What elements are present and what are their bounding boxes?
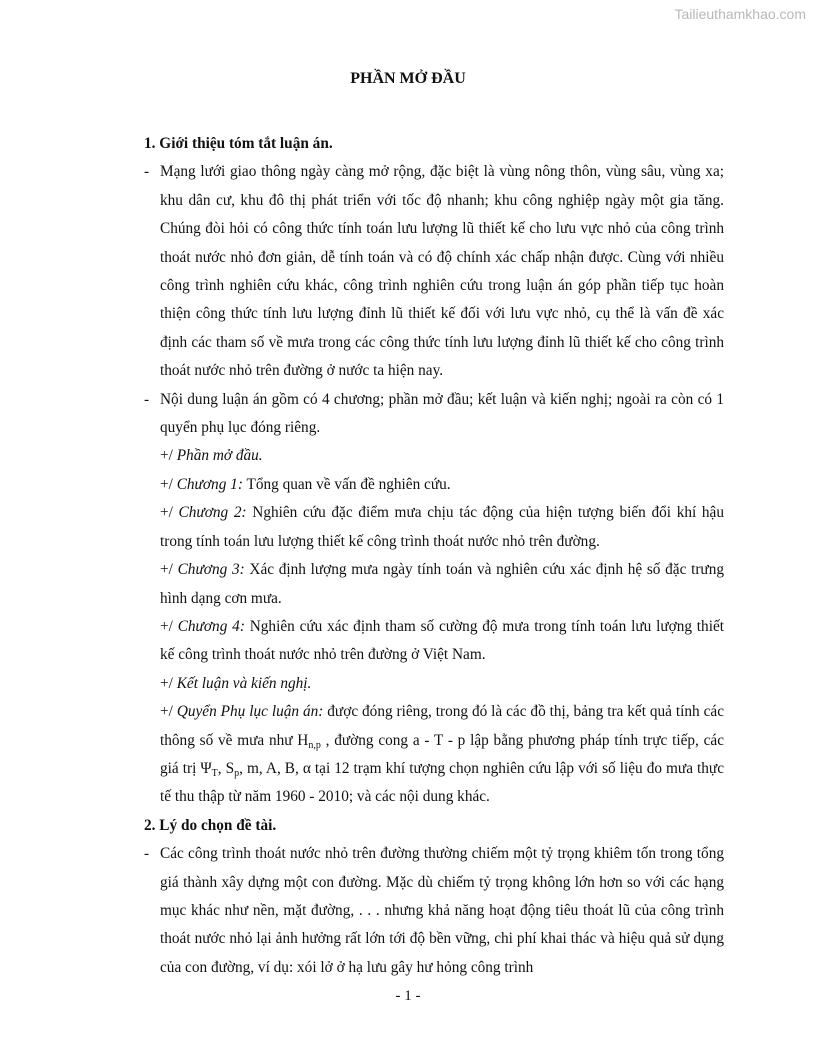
bullet-text: Mạng lưới giao thông ngày càng mở rộng, đặc biệt là vùng nông thôn, vùng sâu, vùng xa; khu dân cư, khu đô thị phát triển với tốc độ nhanh; khu công nghiệp ngày một gia tăng. Chúng đòi hỏi có công thức tính toán lưu lượng lũ thiết kế cho lưu vực nhỏ của công trình thoát nước nhỏ đơn giản, dễ tính toán và có độ chính xác chấp nhận được. Cùng với nhiều công trình nghiên cứu khác, công trình nghiên cứu trong luận án góp phần tiếp tục hoàn thiện công thức tính lưu lượng đỉnh lũ thiết kế đối với lưu vực nhỏ, cụ thể là vấn đề xác định các tham số về mưa trong các công thức tính lưu lượng đỉnh lũ thiết kế cho công trình thoát nước nhỏ trên đường ở nước ta hiện nay. [160,163,724,380]
bullet-text: Nội dung luận án gồm có 4 chương; phần mở đầu; kết luận và kiến nghị; ngoài ra còn có 1 quyển phụ lục đóng riêng. [160,390,724,437]
item-text: Nghiên cứu đặc điểm mưa chịu tác động của hiện tượng biến đổi khí hậu trong tính toán lưu lượng thiết kế công trình thoát nước nhỏ trên đường. [160,504,724,550]
item-prefix: +/ [160,475,177,493]
item-text: , S [217,759,235,777]
bullet-dash: - [144,163,150,181]
list-item-conclusion [144,670,724,698]
item-prefix: +/ [160,561,178,579]
list-item-chapter-4 [144,613,724,670]
item-text: , đường cong a - T - p lập bằng phương pháp tính trực tiếp, các giá trị Ψ [160,731,724,777]
section-1-bullet-2 [144,386,724,443]
bullet-dash: - [144,390,150,408]
item-prefix: +/ [160,674,177,692]
subscript: p [234,767,240,779]
page-number: - 1 - [395,988,421,1004]
list-item-chapter-1 [144,471,724,499]
document-body [144,130,724,982]
item-text: , m, A, B, α tại 12 trạm khí tượng chọn nghiên cứu lập với số liệu đo mưa thực tế thu thập từ năm 1960 - 2010; và các nội dung khác. [160,759,725,806]
watermark: Tailieuthamkhao.com [674,6,806,22]
item-text: được đóng riêng, trong đó là các đồ thị, bảng tra kết quả tính các thông số về mưa như H [160,703,724,749]
section-2-bullet-1 [144,840,724,982]
section-1-heading: 1. Giới thiệu tóm tắt luận án. [144,135,333,152]
list-item-chapter-3 [144,556,724,613]
item-label: Chương 2: [178,504,247,522]
item-label: Chương 3: [177,561,245,579]
item-text: Nghiên cứu xác định tham số cường độ mưa trong tính toán lưu lượng thiết kế công trình thoát nước nhỏ trên đường ở Việt Nam. [160,617,724,664]
list-item-appendix [144,698,724,812]
item-prefix: +/ [160,447,177,465]
bullet-text: Các công trình thoát nước nhỏ trên đường thường chiếm một tỷ trọng khiêm tốn trong tổng giá thành xây dựng một con đường. Mặc dù chiếm tỷ trọng không lớn hơn so với các hạng mục khác như nền, mặt đường, . . . nhưng khả năng hoạt động tiêu thoát lũ của công trình thoát nước nhỏ lại ảnh hưởng rất lớn tới độ bền vững, chi phí khai thác và hiệu quả sử dụng của con đường, ví dụ: xói lở ở hạ lưu gây hư hỏng công trình [160,845,724,976]
item-label: Quyển Phụ lục luận án: [176,703,324,721]
page-title: PHẦN MỞ ĐẦU [350,70,466,87]
item-text: Tổng quan về vấn đề nghiên cứu. [242,475,451,493]
item-label: Phần mở đầu. [176,447,263,465]
item-label: Kết luận và kiến nghị. [176,674,312,692]
item-text: Xác định lượng mưa ngày tính toán và nghiên cứu xác định hệ số đặc trưng hình dạng cơn mưa. [160,561,725,607]
section-1-bullet-1 [144,158,724,385]
subscript: n,p [308,739,321,751]
item-prefix: +/ [160,703,177,721]
list-item-intro [144,442,724,470]
item-prefix: +/ [160,617,178,635]
item-prefix: +/ [160,504,179,522]
section-2-heading: 2. Lý do chọn đề tài. [144,816,277,834]
item-label: Chương 4: [177,617,245,635]
list-item-chapter-2 [144,499,724,556]
item-label: Chương 1: [176,475,243,493]
bullet-dash: - [144,845,150,863]
subscript: T [211,767,218,779]
